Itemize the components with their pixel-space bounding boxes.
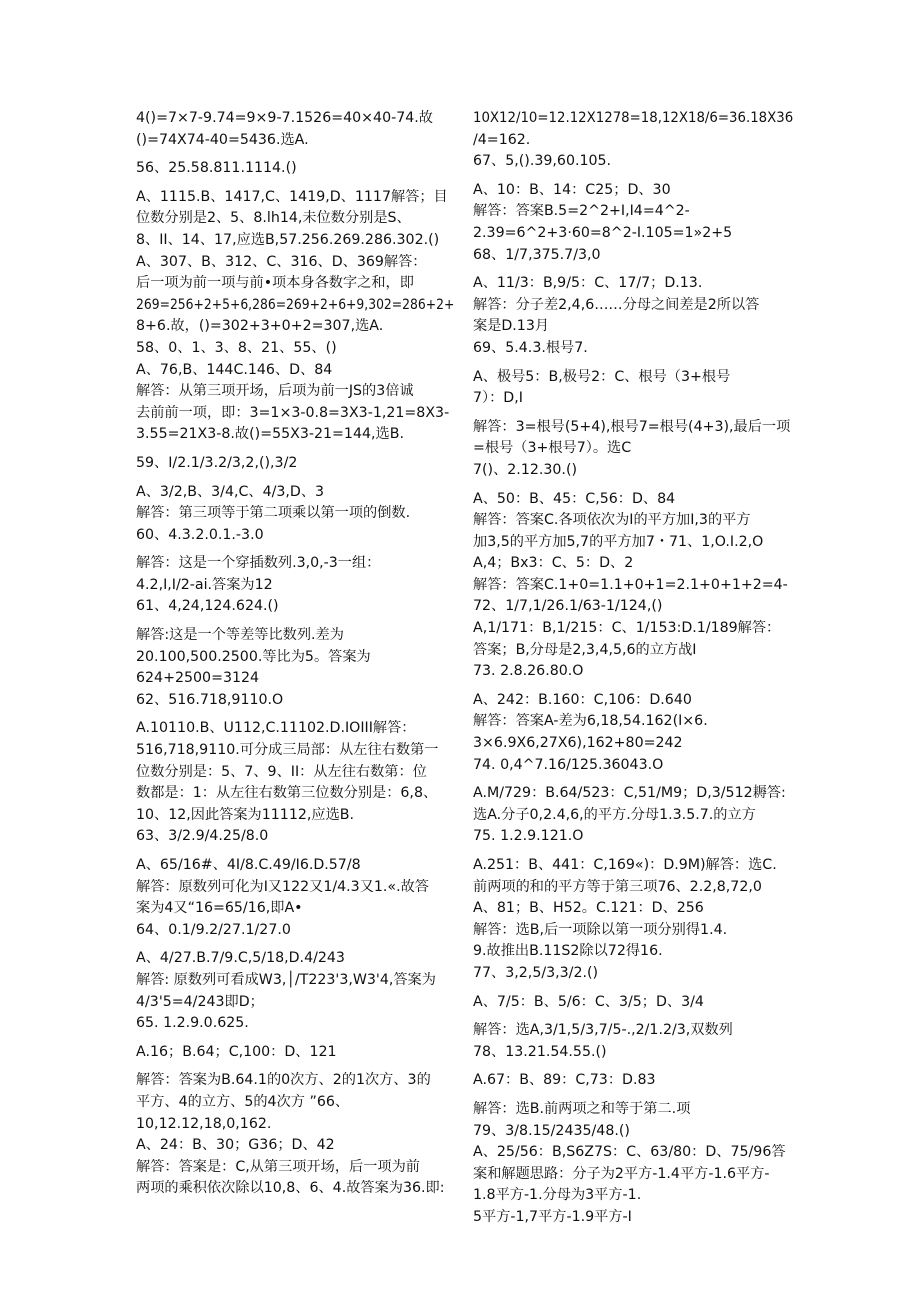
text-line: 75. 1.2.9.121.O (473, 828, 584, 845)
text-line: 5平方-1,7平方-1.9平方-I (473, 1208, 632, 1225)
right-text-column (473, 108, 793, 1229)
text-line: A、25/56：B,S6Z7S：C、63/80：D、75/96答 (473, 1144, 786, 1161)
text-line: 案和解题思路：分子为2平方-1.4平方-1.6平方- (473, 1165, 770, 1182)
text-line: 解答：分子差2,4,6……分母之间差是2所以答 (473, 296, 760, 313)
text-line: 解答：答案A-差为6,18,54.162(I×6. (473, 713, 708, 730)
text-line: 79、3/8.15/2435/48.() (473, 1122, 630, 1139)
text-line: A.67：B、89：C,73：D.83 (473, 1072, 656, 1089)
text-line: 解答：3=根号(5+4),根号7=根号(4+3),最后一项 (473, 418, 791, 435)
text-line: 63、3/2.9/4.25/8.0 (136, 828, 269, 845)
text-line: 73. 2.8.26.80.O (473, 663, 584, 680)
text-line: 4()=7×7-9.74=9×9-7.1526=40×40-74.故 (136, 110, 433, 126)
text-line: 前两项的和的平方等于第三项76、2.2,8,72,0 (473, 878, 762, 895)
text-line: 58、0、1、3、8、21、55、() (136, 339, 337, 356)
text-line: 案为4又“16=65/16,即A• (136, 900, 303, 917)
text-line: 10,12.12,18,0,162. (136, 1115, 272, 1132)
text-line: 9.故推出B.11S2除以72得16. (473, 943, 663, 960)
text-line: A、11/3：B,9/5：C、17/7；D.13. (473, 275, 703, 292)
text-line: 解答：答案B.5=2^2+I,I4=4^2- (473, 203, 690, 220)
text-line: 67、5,().39,60.105. (473, 153, 612, 170)
text-line: A.16；B.64；C,100：D、121 (136, 1043, 337, 1060)
text-line: ()=74X74-40=5436.选A. (136, 131, 309, 148)
text-line: 69、5.4.3.根号7. (473, 339, 588, 356)
text-line: 269=256+2+5+6,286=269+2+6+9,302=286+2+ (136, 296, 455, 313)
text-line: 4/3'5=4/243即D； (136, 993, 264, 1010)
text-line: 选A.分子0,2.4,6,的平方.分母1.3.5.7.的立方 (473, 806, 756, 823)
text-line: 56、25.58.811.1114.() (136, 160, 297, 177)
left-text-column (136, 108, 454, 1200)
text-line: A.10110.B、U112,C.11102.D.IOIII解答： (136, 720, 416, 737)
text-line: 解答：答案C.1+0=1.1+0+1=2.1+0+1+2=4- (473, 576, 788, 593)
text-line: 4.2,I,I/2-ai.答案为12 (136, 576, 273, 593)
text-line: A、1115.B、1417,C、1419,D、1117解答；目 (136, 188, 448, 205)
text-line: 2.39=6^2+3·60=8^2-I.105=1»2+5 (473, 224, 733, 241)
text-line: A、24：B、30；G36；D、42 (136, 1137, 335, 1154)
text-line: A、81；B、H52。C.121：D、256 (473, 900, 704, 917)
text-line: 8、II、14、17,应选B,57.256.269.286.302.() (136, 231, 440, 248)
text-line: 解答：选B.前两项之和等于第二.项 (473, 1100, 691, 1117)
text-line: /4=162. (473, 131, 531, 148)
text-line: 去前前一项，即：3=1×3-0.8=3X3-1,21=8X3- (136, 404, 450, 421)
text-line: 位数分别是2、5、8.lh14,未位数分别是S、 (136, 210, 411, 227)
text-line: 解答：选A,3/1,5/3,7/5-.,2/1.2/3,双数列 (473, 1022, 733, 1039)
text-line: 案是D.13月 (473, 318, 550, 335)
text-line: 解答：第三项等于第二项乘以第一项的倒数. (136, 505, 411, 522)
text-line: 516,718,9110.可分成三局部：从左往右数第一 (136, 742, 439, 759)
text-line: 解答：答案C.各项依次为I的平方加I,3的平方 (473, 512, 751, 529)
text-line: 3×6.9X6,27X6),162+80=242 (473, 735, 683, 752)
text-line: 数都是：1：从左往右数第三位数分别是：6,8、 (136, 785, 438, 802)
text-line: =根号（3+根号7）。选C (473, 440, 632, 457)
text-line: A、307、B、312、C、316、D、369解答： (136, 253, 427, 270)
text-line: 60、4.3.2.0.1.-3.0 (136, 526, 264, 543)
text-line: A、76,B、144C.146、D、84 (136, 361, 333, 378)
text-line: 62、516.718,9110.O (136, 691, 284, 708)
text-line: 后一项为前一项与前•项本身各数字之和，即 (136, 275, 414, 292)
text-line: 平方、4的立方、5的4次方 ”66、 (136, 1093, 350, 1110)
text-line: 3.55=21X3-8.故()=55X3-21=144,选B. (136, 426, 404, 443)
text-line: A、10：B、14：C25；D、30 (473, 181, 671, 198)
text-line: 解答：答案是：C,从第三项开场，后一项为前 (136, 1158, 420, 1175)
text-line: 加3,5的平方加5,7的平方加7・71、1,O.I.2,O (473, 533, 764, 550)
text-line: 624+2500=3124 (136, 670, 260, 687)
text-line: A、7/5：B、5/6：C、3/5；D、3/4 (473, 993, 704, 1010)
text-line: 77、3,2,5/3,3/2.() (473, 964, 599, 981)
text-line: 61、4,24,124.624.() (136, 598, 279, 615)
text-line: A.M/729：B.64/523：C,51/M9；D,3/512耨答: (473, 785, 786, 802)
text-line: 59、I/2.1/3.2/3,2,(),3/2 (136, 454, 298, 471)
text-line: 10、12,因此答案为11112,应选B. (136, 806, 355, 823)
text-line: A,4；Bx3：C、5：D、2 (473, 555, 634, 572)
text-line: 解答：这是一个穿插数列.3,0,-3一组： (136, 555, 381, 572)
text-line: 72、1/7,1/26.1/63-1/124,() (473, 598, 663, 615)
text-line: 64、0.1/9.2/27.1/27.0 (136, 921, 291, 938)
text-line: 解答：原数列可化为I又122又1/4.3又1.«.故答 (136, 878, 429, 895)
text-line: A、4∕27.B.7∕9.C,5∕18,D.4/243 (136, 950, 345, 967)
text-line: 10X12/10=12.12X1278=18,12X18/6=36.18X36 (473, 110, 794, 126)
text-line: A、242：B.160：C,106：D.640 (473, 691, 692, 708)
text-line: 74. 0,4^7.16/125.36043.O (473, 756, 664, 773)
text-line: 7()、2.12.30.() (473, 461, 578, 478)
text-line: A.251：B、441：C,169«)：D.9M)解答：选C. (473, 857, 777, 873)
text-line: 7）：D,I (473, 390, 523, 407)
text-line: 答案；B,分母是2,3,4,5,6的立方战I (473, 641, 697, 658)
text-line: 68、1/7,375.7/3,0 (473, 246, 601, 263)
text-line: 1.8平方-1.分母为3平方-1. (473, 1187, 642, 1204)
text-line: 位数分别是：5、7、9、II：从左往右数第：位 (136, 763, 427, 780)
text-line: A,1/171：B,1/215：C、1/153:D.1/189解答： (473, 620, 781, 637)
text-line: 解答:这是一个等差等比数列.差为 (136, 627, 344, 644)
text-line: A、3/2,B、3/4,C、4/3,D、3 (136, 483, 325, 500)
text-line: A、65/16#、4I/8.C.49/I6.D.57/8 (136, 857, 361, 873)
text-line: A、极号5：B,极号2：C、根号（3+根号 (473, 368, 731, 385)
text-line: 解答：从第三项开场，后项为前一JS的3倍诚 (136, 383, 414, 400)
text-line: 解答: 原数列可看成W3,│/T223'3,W3'4,答案为 (136, 971, 436, 988)
text-line: 8+6.故，()=302+3+0+2=307,选A. (136, 318, 384, 335)
text-line: 78、13.21.54.55.() (473, 1043, 607, 1060)
text-line: 20.100,500.2500.等比为5。答案为 (136, 648, 371, 665)
text-line: 两项的乘积依次除以10,8、6、4.故答案为36.即: (136, 1180, 445, 1197)
text-line: A、50：B、45：C,56：D、84 (473, 490, 676, 507)
text-line: 65. 1.2.9.0.625. (136, 1015, 249, 1032)
text-line: 解答：选B,后一项除以第一项分别得1.4. (473, 921, 728, 938)
text-line: 解答：答案为B.64.1的0次方、2的1次方、3的 (136, 1072, 431, 1089)
